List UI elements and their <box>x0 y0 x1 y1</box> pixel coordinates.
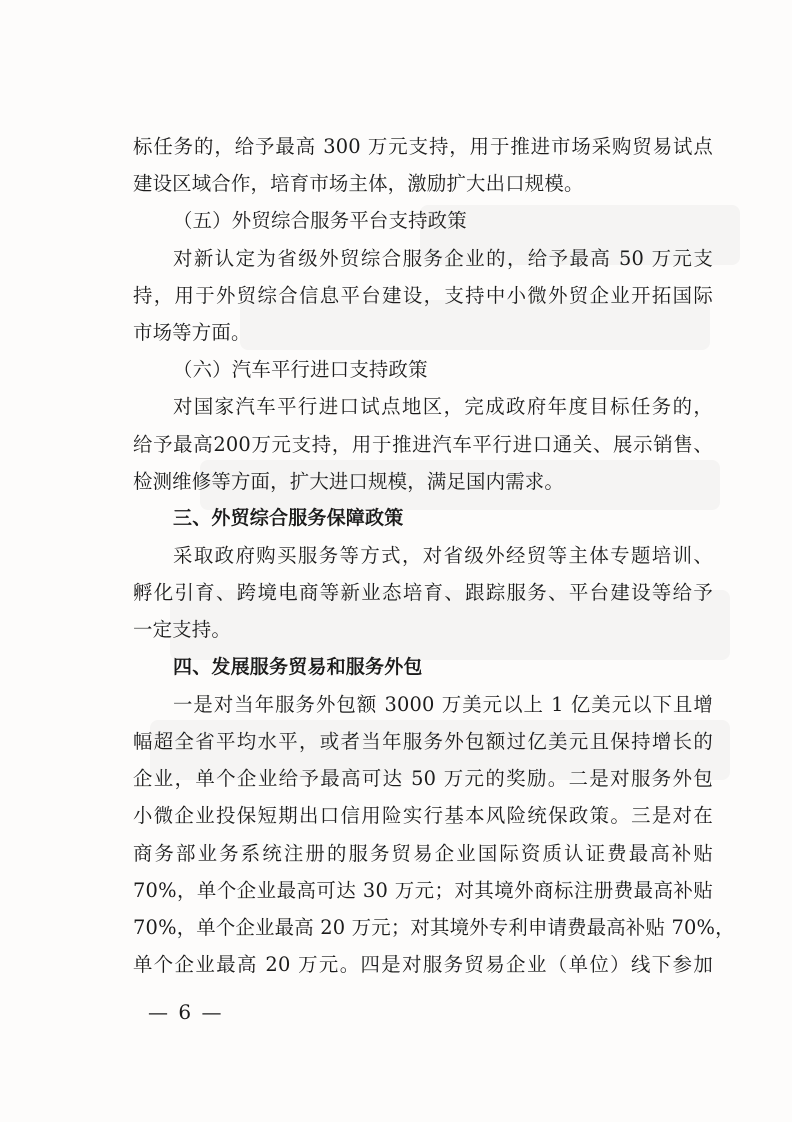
body-line: 给予最高200万元支持，用于推进汽车平行进口通关、展示销售、 <box>133 432 713 456</box>
body-line: 对新认定为省级外贸综合服务企业的，给予最高 50 万元支 <box>173 246 713 270</box>
body-line: 小微企业投保短期出口信用险实行基本风险统保政策。三是对在 <box>133 804 713 828</box>
body-line: 一定支持。 <box>133 618 231 642</box>
body-line: 建设区域合作，培育市场主体，激励扩大出口规模。 <box>133 172 584 196</box>
page-number: — 6 — <box>148 1000 224 1024</box>
body-line: 对国家汽车平行进口试点地区，完成政府年度目标任务的， <box>173 395 713 419</box>
body-line: 孵化引育、跨境电商等新业态培育、跟踪服务、平台建设等给予 <box>133 581 713 605</box>
body-line: 市场等方面。 <box>133 320 251 344</box>
body-line: 幅超全省平均水平，或者当年服务外包额过亿美元且保持增长的 <box>133 730 713 753</box>
body-line: 一是对当年服务外包额 3000 万美元以上 1 亿美元以下且增 <box>173 692 713 716</box>
body-line: 检测维修等方面，扩大进口规模，满足国内需求。 <box>133 469 564 493</box>
subsection-title: （五）外贸综合服务平台支持政策 <box>173 209 467 233</box>
document-body <box>133 128 735 983</box>
body-line: 70%，单个企业最高可达 30 万元；对其境外商标注册费最高补贴 <box>133 878 713 902</box>
section-heading: 四、发展服务贸易和服务外包 <box>173 655 423 678</box>
body-line: 采取政府购买服务等方式，对省级外经贸等主体专题培训、 <box>173 544 713 568</box>
section-heading: 三、外贸综合服务保障政策 <box>173 506 404 529</box>
subsection-title: （六）汽车平行进口支持政策 <box>173 358 428 382</box>
body-line: 企业，单个企业给予最高可达 50 万元的奖励。二是对服务外包 <box>133 767 713 791</box>
body-line: 单个企业最高 20 万元。四是对服务贸易企业（单位）线下参加 <box>133 953 713 977</box>
body-line: 商务部业务系统注册的服务贸易企业国际资质认证费最高补贴 <box>133 841 713 865</box>
body-line: 持，用于外贸综合信息平台建设，支持中小微外贸企业开拓国际 <box>133 283 713 307</box>
body-line: 标任务的，给予最高 300 万元支持，用于推进市场采购贸易试点 <box>133 135 713 158</box>
body-line: 70%，单个企业最高 20 万元；对其境外专利申请费最高补贴 70%， <box>133 915 735 939</box>
